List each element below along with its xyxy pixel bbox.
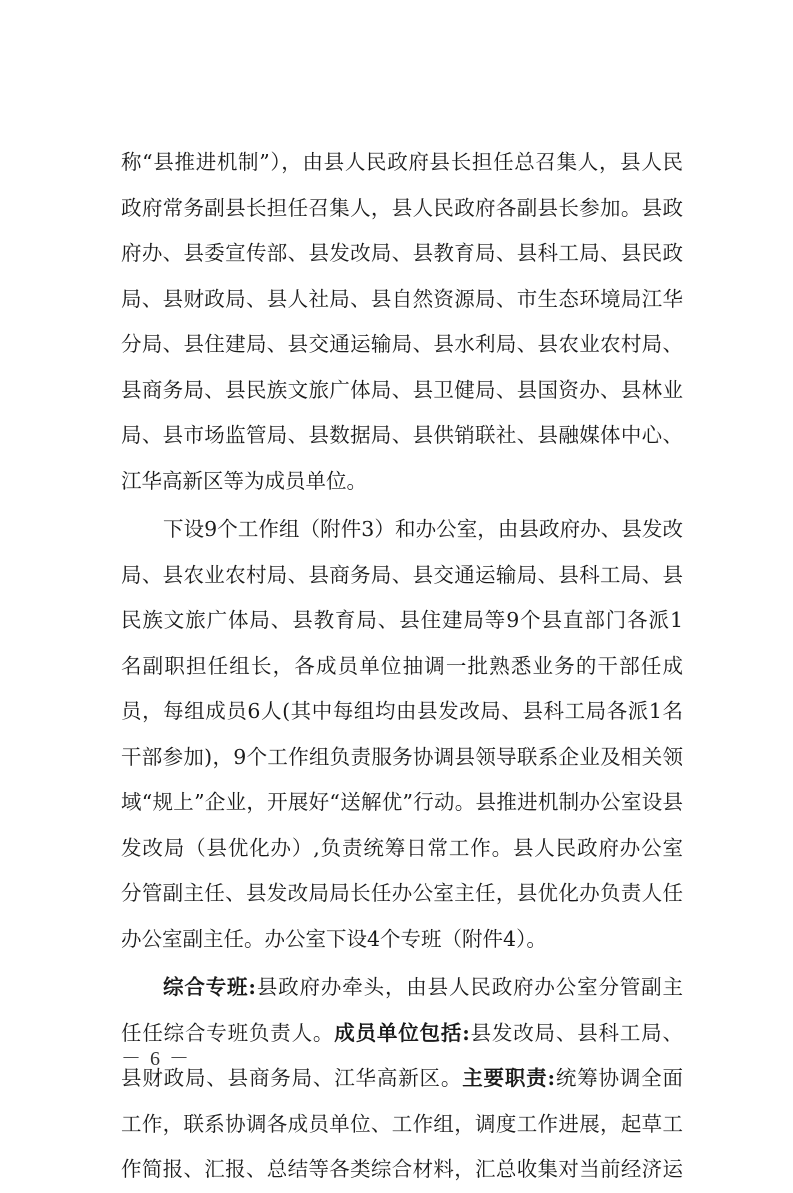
text-line: 局、县财政局、县人社局、县自然资源局、市生态环境局江华 (121, 286, 683, 311)
text-line: 局、县市场监管局、县数据局、县供销联社、县融媒体中心、 (121, 423, 683, 447)
text-line: 称“县推进机制”），由县人民政府县长担任总召集人，县人民 (121, 150, 683, 174)
text-line (121, 1056, 683, 1102)
text-line: 办公室副主任。办公室下设4个专班（附件4）。 (121, 926, 547, 951)
page-number: － 6 － (121, 1048, 191, 1070)
text-line: 局、县农业农村局、县商务局、县交通运输局、县科工局、县 (121, 562, 683, 587)
text-line: 分局、县住建局、县交通运输局、县水利局、县农业农村局、 (121, 332, 683, 356)
text-line: 民族文旅广体局、县教育局、县住建局等9个县直部门各派1 (121, 608, 683, 632)
text-line (121, 1011, 683, 1057)
text-run: 县政府办牵头，由县人民政府办公室分管副主 (255, 975, 684, 999)
bold-label: 主要职责: (462, 1066, 556, 1090)
text-run: 统筹协调全面 (555, 1066, 684, 1090)
text-run: 县发改局、县科工局、 (469, 1020, 684, 1045)
text-run: 任任综合专班负责人。 (121, 1020, 335, 1045)
text-run: 县财政局、县商务局、江华高新区。 (121, 1066, 463, 1090)
text-line: 工作，联系协调各成员单位、工作组，调度工作进展，起草工 (121, 1111, 683, 1136)
bold-label: 成员单位包括: (334, 1020, 470, 1045)
text-line: 县商务局、县民族文旅广体局、县卫健局、县国资办、县林业 (121, 377, 683, 402)
text-line: 名副职担任组长，各成员单位抽调一批熟悉业务的干部任成 (121, 653, 683, 678)
text-line: 府办、县委宣传部、县发改局、县教育局、县科工局、县民政 (121, 241, 683, 265)
text-line: 分管副主任、县发改局局长任办公室主任，县优化办负责人任 (121, 881, 683, 905)
text-line: 作简报、汇报、总结等各类综合材料，汇总收集对当前经济运 (121, 1157, 683, 1181)
text-line: 员，每组成员6人(其中每组均由县发改局、县科工局各派1名 (121, 699, 683, 723)
text-line: 江华高新区等为成员单位。 (121, 468, 367, 493)
text-line: 下设9个工作组（附件3）和办公室，由县政府办、县发改 (163, 517, 683, 541)
text-line: 发改局（县优化办）,负责统筹日常工作。县人民政府办公室 (121, 835, 683, 860)
section-heading-label: 综合专班: (163, 975, 256, 999)
text-line: 政府常务副县长担任召集人，县人民政府各副县长参加。县政 (121, 195, 683, 220)
text-line (121, 965, 683, 1011)
text-line: 干部参加)，9个工作组负责服务协调县领导联系企业及相关领 (121, 744, 683, 769)
body-text (121, 140, 683, 1193)
text-line: 域“规上”企业，开展好“送解优”行动。县推进机制办公室设县 (121, 790, 683, 814)
